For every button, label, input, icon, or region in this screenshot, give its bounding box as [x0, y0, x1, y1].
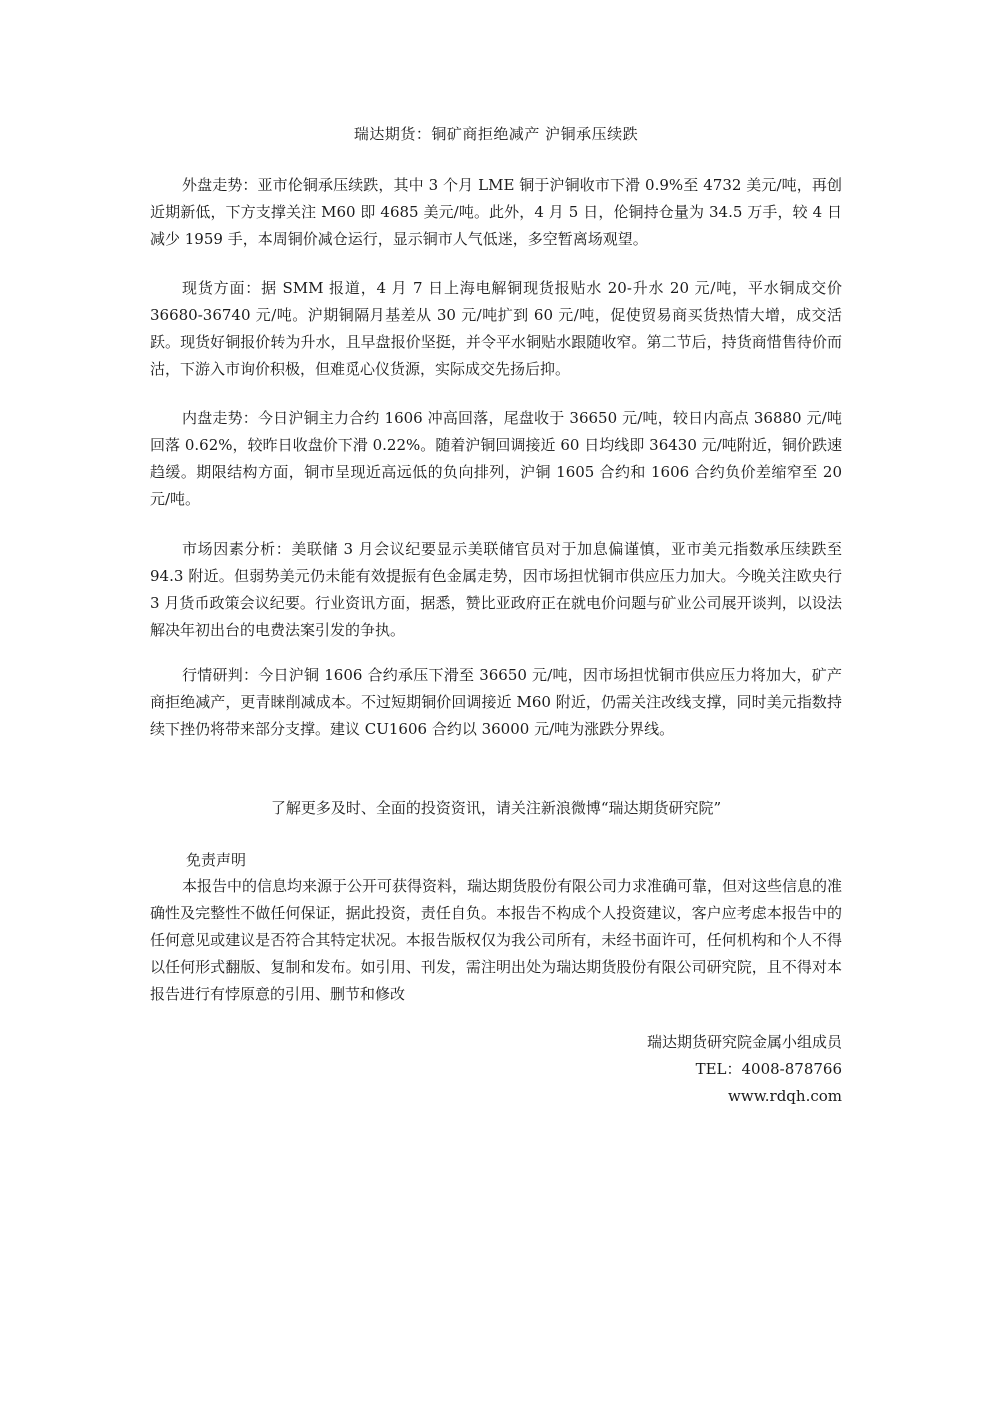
signature-tel: TEL：4008-878766 — [695, 1060, 842, 1078]
signature-website: www.rdqh.com — [728, 1087, 842, 1105]
paragraph-overseas-market: 外盘走势：亚市伦铜承压续跌，其中 3 个月 LME 铜于沪铜收市下滑 0.9%至 4732 美元/吨，再创近期新低，下方支撑关注 M60 即 4685 美元/吨。此外，4 月 5 日，伦铜持仓量为 34.5 万手，较 4 日减少 1959 手，本周铜价减仓运行，显示铜市人气低迷，多空暂离场观望。 — [150, 176, 842, 248]
paragraph-market-factors: 市场因素分析：美联储 3 月会议纪要显示美联储官员对于加息偏谨慎，亚市美元指数承压续跌至 94.3 附近。但弱势美元仍未能有效提振有色金属走势，因市场担忧铜市供应压力加大。今晚关注欧央行 3 月货币政策会议纪要。行业资讯方面，据悉，赞比亚政府正在就电价问题与矿业公司展开谈判，以设法解决年初出台的电费法案引发的争执。 — [150, 540, 842, 639]
disclaimer-body: 本报告中的信息均来源于公开可获得资料，瑞达期货股份有限公司力求准确可靠，但对这些信息的准确性及完整性不做任何保证，据此投资，责任自负。本报告不构成个人投资建议，客户应考虑本报告中的任何意见或建议是否符合其特定状况。本报告版权仅为我公司所有，未经书面许可，任何机构和个人不得以任何形式翻版、复制和发布。如引用、刊发，需注明出处为瑞达期货股份有限公司研究院，且不得对本报告进行有悖原意的引用、删节和修改 — [150, 877, 843, 1003]
weibo-notice: 了解更多及时、全面的投资资讯，请关注新浪微博“瑞达期货研究院” — [270, 799, 722, 817]
paragraph-spot-market: 现货方面：据 SMM 报道，4 月 7 日上海电解铜现货报贴水 20-升水 20 元/吨，平水铜成交价 36680-36740 元/吨。沪期铜隔月基差从 30 元/吨扩到 60 元/吨，促使贸易商买货热情大增，成交活跃。现货好铜报价转为升水，且早盘报价坚挺，并令平水铜贴水跟随收窄。第二节后，持货商惜售待价而沽，下游入市询价积极，但难觅心仪货源，实际成交先扬后抑。 — [150, 279, 842, 378]
paragraph-domestic-market: 内盘走势：今日沪铜主力合约 1606 冲高回落，尾盘收于 36650 元/吨，较日内高点 36880 元/吨回落 0.62%，较昨日收盘价下滑 0.22%。随着沪铜回调接近 60 日均线即 36430 元/吨附近，铜价跌速趋缓。期限结构方面，铜市呈现近高远低的负向排列，沪铜 1605 合约和 1606 合约负价差缩窄至 20 元/吨。 — [150, 409, 842, 508]
disclaimer-title: 免责声明 — [186, 851, 247, 869]
document-title: 瑞达期货：铜矿商拒绝减产 沪铜承压续跌 — [353, 125, 639, 143]
signature-team: 瑞达期货研究院金属小组成员 — [646, 1033, 842, 1051]
paragraph-outlook: 行情研判：今日沪铜 1606 合约承压下滑至 36650 元/吨，因市场担忧铜市供应压力将加大，矿产商拒绝减产，更青睐削减成本。不过短期铜价回调接近 M60 附近，仍需关注改线支撑，同时美元指数持续下挫仍将带来部分支撑。建议 CU1606 合约以 36000 元/吨为涨跌分界线。 — [150, 666, 842, 738]
